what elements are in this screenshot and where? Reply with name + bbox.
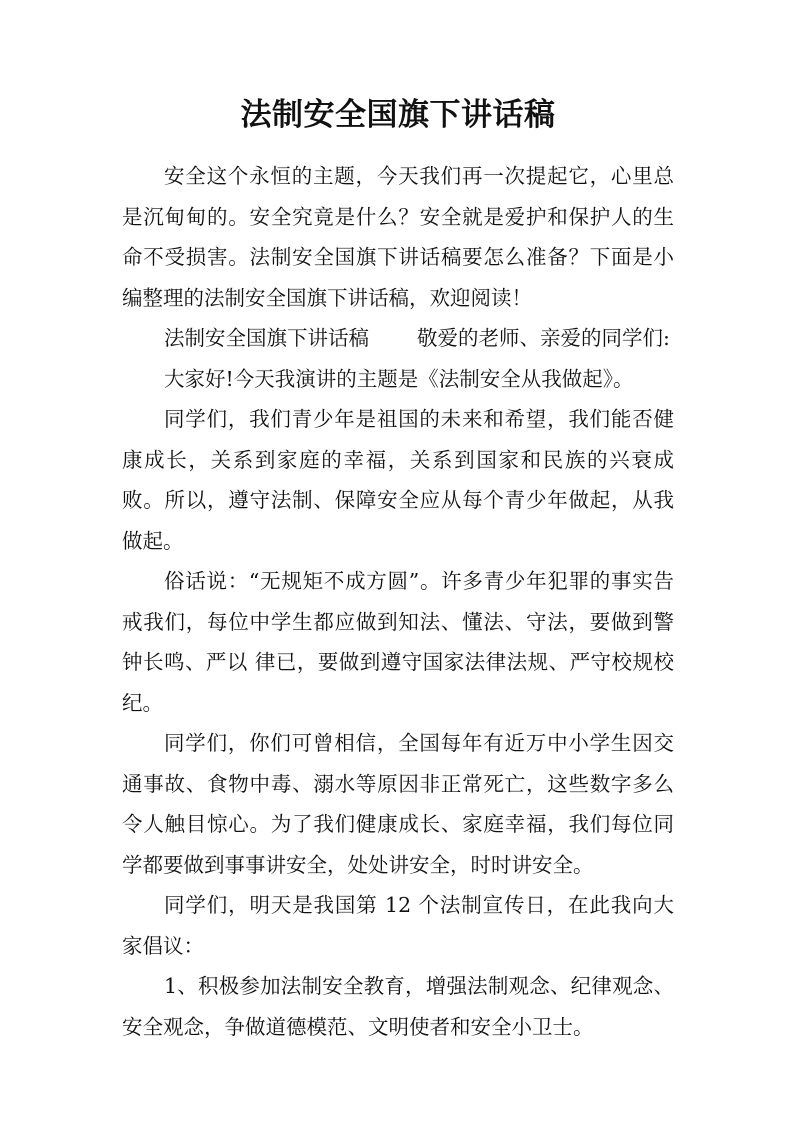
intro-paragraph: 安全这个永恒的主题，今天我们再一次提起它，心里总是沉甸甸的。安全究竟是什么？安全就是爱护和保护人的生命不受损害。法制安全国旗下讲话稿要怎么准备？下面是小编整理的法制安全国旗下讲话稿，欢迎阅读！ (122, 164, 674, 310)
body-paragraph-3: 同学们，你们可曾相信，全国每年有近万中小学生因交通事故、食物中毒、溺水等原因非正常死亡，这些数字多么令人触目惊心。为了我们健康成长、家庭幸福，我们每位同学都要做到事事讲安全，处处讲安全，时时讲安全。 (122, 731, 674, 877)
salutation: 敬爱的老师、亲爱的同学们: (417, 326, 670, 350)
opening-paragraph: 大家好!今天我演讲的主题是《法制安全从我做起》。 (164, 366, 634, 391)
body-paragraph-4: 同学们，明天是我国第 12 个法制宣传日，在此我向大家倡议： (122, 893, 674, 958)
speech-heading: 法制安全国旗下讲话稿 (164, 326, 370, 350)
body-paragraph-1: 同学们，我们青少年是祖国的未来和希望，我们能否健康成长，关系到家庭的幸福，关系到国家和民族的兴衰成败。所以，遵守法制、保障安全应从每个青少年做起，从我做起。 (122, 407, 674, 553)
document-title: 法制安全国旗下讲话稿 (240, 97, 556, 133)
speech-heading-row (122, 318, 674, 359)
body-paragraph-2: 俗话说：“无规矩不成方圆”。许多青少年犯罪的事实告戒我们，每位中学生都应做到知法、懂法、守法，要做到警钟长鸣、严以 律已，要做到遵守国家法律法规、严守校规校纪。 (122, 569, 674, 715)
proposal-item-1: 1、积极参加法制安全教育，增强法制观念、纪律观念、安全观念，争做道德模范、文明使者和安全小卫士。 (122, 974, 674, 1039)
document-body (122, 156, 674, 1047)
